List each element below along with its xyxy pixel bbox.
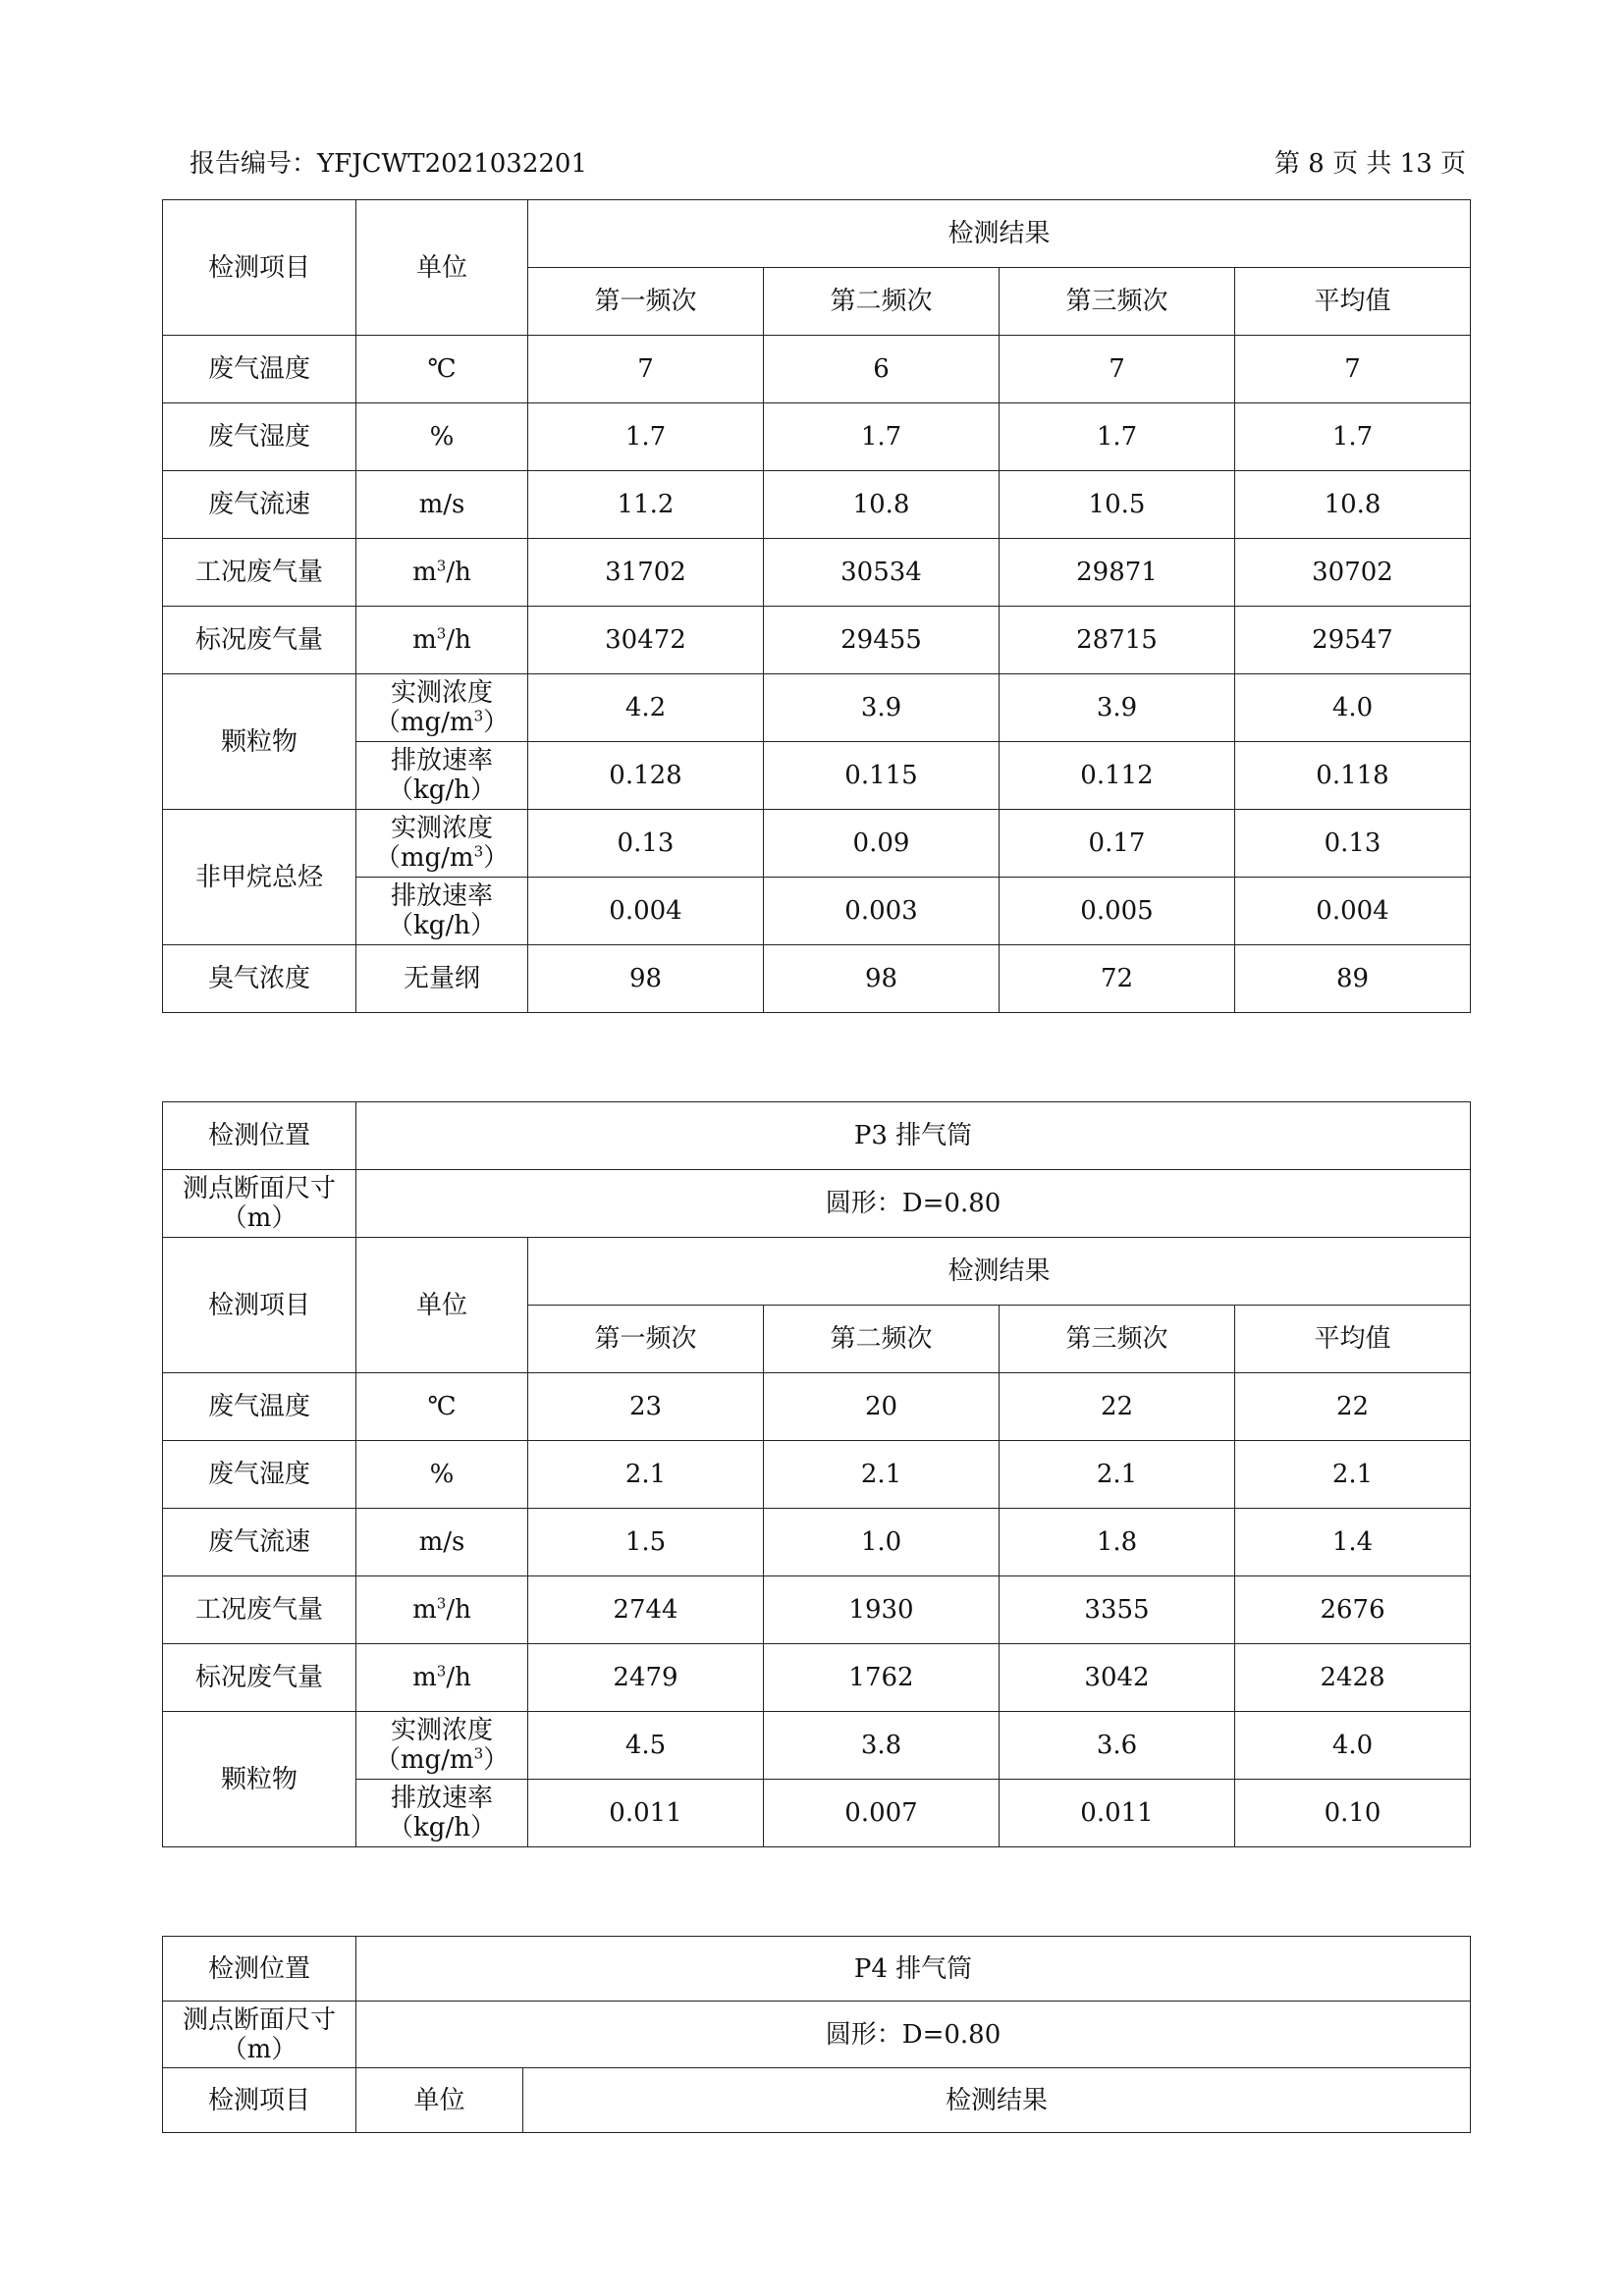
cell-value: 0.007 (764, 1780, 1000, 1847)
cell-value: 2744 (528, 1576, 764, 1644)
cell-value: 3.6 (1000, 1712, 1235, 1780)
cell-value: 10.5 (1000, 471, 1235, 539)
cell-value: 98 (528, 945, 764, 1013)
unit-base: m (412, 1595, 437, 1625)
results-table-1 (162, 199, 1471, 1013)
unit-base: （mg/m (374, 843, 474, 873)
row-unit (356, 539, 528, 607)
unit-line (356, 1745, 527, 1775)
row-unit (356, 1644, 528, 1712)
row-item: 工况废气量 (163, 539, 356, 607)
cell-value: 0.004 (528, 878, 764, 945)
cell-value: 2428 (1235, 1644, 1471, 1712)
location-value: P3 排气筒 (356, 1102, 1471, 1170)
cell-value: 1.7 (1235, 403, 1471, 471)
cell-value: 1.7 (764, 403, 1000, 471)
unit-line (356, 843, 527, 873)
row-item: 废气湿度 (163, 403, 356, 471)
header-freq2: 第二频次 (764, 1306, 1000, 1373)
unit-base: m (412, 558, 437, 587)
table-row (163, 1441, 1471, 1509)
cell-value: 0.13 (528, 810, 764, 878)
cell-value: 20 (764, 1373, 1000, 1441)
header-result: 检测结果 (528, 1238, 1471, 1306)
cell-value: 10.8 (764, 471, 1000, 539)
cell-value: 1930 (764, 1576, 1000, 1644)
row-unit: ℃ (356, 336, 528, 403)
cell-value: 30472 (528, 607, 764, 674)
row-item: 废气湿度 (163, 1441, 356, 1509)
table-row (163, 1509, 1471, 1576)
table-row (163, 878, 1471, 945)
table-row (163, 1576, 1471, 1644)
row-item: 工况废气量 (163, 1576, 356, 1644)
row-unit (356, 1712, 528, 1780)
cell-value: 22 (1000, 1373, 1235, 1441)
header-item: 检测项目 (163, 1238, 356, 1373)
page-header (189, 143, 1466, 183)
row-unit (356, 1576, 528, 1644)
unit-line: （kg/h） (388, 1813, 496, 1842)
row-unit (356, 742, 528, 810)
row-item: 标况废气量 (163, 607, 356, 674)
group-item: 颗粒物 (163, 674, 356, 810)
cell-value: 0.005 (1000, 878, 1235, 945)
cell-value: 72 (1000, 945, 1235, 1013)
section-value: 圆形：D=0.80 (356, 2002, 1471, 2068)
header-result: 检测结果 (528, 200, 1471, 268)
section-label: 测点断面尺寸（m） (163, 2002, 356, 2068)
header-item: 检测项目 (163, 200, 356, 336)
cell-value: 22 (1235, 1373, 1471, 1441)
cell-value: 2.1 (764, 1441, 1000, 1509)
row-unit (356, 607, 528, 674)
cell-value: 30702 (1235, 539, 1471, 607)
cell-value: 30534 (764, 539, 1000, 607)
cell-value: 0.09 (764, 810, 1000, 878)
row-item: 废气流速 (163, 471, 356, 539)
header-freq1: 第一频次 (528, 268, 764, 336)
row-item: 臭气浓度 (163, 945, 356, 1013)
cell-value: 2.1 (1000, 1441, 1235, 1509)
unit-superscript: 3 (436, 1594, 447, 1613)
unit-line: 排放速率 (390, 1784, 493, 1813)
row-unit (356, 810, 528, 878)
cell-value: 23 (528, 1373, 764, 1441)
cell-value: 0.004 (1235, 878, 1471, 945)
cell-value: 28715 (1000, 607, 1235, 674)
unit-tail: ） (483, 1745, 510, 1775)
location-label: 检测位置 (163, 1102, 356, 1170)
cell-value: 4.2 (528, 674, 764, 742)
cell-value: 31702 (528, 539, 764, 607)
header-freq3: 第三频次 (1000, 268, 1235, 336)
group-item: 非甲烷总烃 (163, 810, 356, 945)
table-row (163, 1373, 1471, 1441)
cell-value: 0.115 (764, 742, 1000, 810)
cell-value: 6 (764, 336, 1000, 403)
row-unit: % (356, 403, 528, 471)
table-row (163, 471, 1471, 539)
unit-base: m (412, 625, 437, 655)
table-row (163, 945, 1471, 1013)
unit-superscript: 3 (473, 842, 484, 861)
location-label: 检测位置 (163, 1937, 356, 2002)
cell-value: 89 (1235, 945, 1471, 1013)
header-result: 检测结果 (523, 2068, 1471, 2133)
cell-value: 0.17 (1000, 810, 1235, 878)
cell-value: 7 (1235, 336, 1471, 403)
cell-value: 3042 (1000, 1644, 1235, 1712)
cell-value: 1.4 (1235, 1509, 1471, 1576)
cell-value: 1.5 (528, 1509, 764, 1576)
unit-tail: /h (446, 1663, 471, 1692)
table-row (163, 1644, 1471, 1712)
cell-value: 1.8 (1000, 1509, 1235, 1576)
header-unit: 单位 (356, 2068, 523, 2133)
header-unit: 单位 (356, 200, 528, 336)
cell-value: 29455 (764, 607, 1000, 674)
row-item: 废气温度 (163, 1373, 356, 1441)
table-row (163, 674, 1471, 742)
row-unit (356, 1780, 528, 1847)
page-number: 第 8 页 共 13 页 (1274, 149, 1466, 179)
unit-base: （mg/m (374, 708, 474, 737)
header-freq2: 第二频次 (764, 268, 1000, 336)
table-row (163, 403, 1471, 471)
cell-value: 3.9 (1000, 674, 1235, 742)
table-row (163, 607, 1471, 674)
row-unit: 无量纲 (356, 945, 528, 1013)
cell-value: 3.9 (764, 674, 1000, 742)
unit-tail: /h (446, 625, 471, 655)
cell-value: 0.112 (1000, 742, 1235, 810)
header-avg: 平均值 (1235, 1306, 1471, 1373)
cell-value: 1762 (764, 1644, 1000, 1712)
unit-line: （kg/h） (388, 911, 496, 940)
cell-value: 2676 (1235, 1576, 1471, 1644)
unit-superscript: 3 (436, 557, 447, 575)
unit-base: （mg/m (374, 1745, 474, 1775)
unit-line: （kg/h） (388, 775, 496, 805)
cell-value: 2.1 (1235, 1441, 1471, 1509)
cell-value: 0.011 (1000, 1780, 1235, 1847)
cell-value: 11.2 (528, 471, 764, 539)
row-unit: m/s (356, 471, 528, 539)
cell-value: 7 (528, 336, 764, 403)
cell-value: 2479 (528, 1644, 764, 1712)
cell-value: 0.128 (528, 742, 764, 810)
unit-line (356, 708, 527, 737)
cell-value: 3355 (1000, 1576, 1235, 1644)
results-table-p3 (162, 1101, 1471, 1847)
cell-value: 4.0 (1235, 674, 1471, 742)
cell-value: 1.0 (764, 1509, 1000, 1576)
results-table-p4 (162, 1936, 1471, 2133)
header-item: 检测项目 (163, 2068, 356, 2133)
unit-tail: /h (446, 558, 471, 587)
cell-value: 29871 (1000, 539, 1235, 607)
cell-value: 2.1 (528, 1441, 764, 1509)
location-value: P4 排气筒 (356, 1937, 1471, 2002)
table-row (163, 742, 1471, 810)
cell-value: 0.13 (1235, 810, 1471, 878)
unit-line: 实测浓度 (390, 678, 493, 708)
cell-value: 0.011 (528, 1780, 764, 1847)
header-avg: 平均值 (1235, 268, 1471, 336)
cell-value: 0.118 (1235, 742, 1471, 810)
table-row (163, 810, 1471, 878)
row-unit (356, 674, 528, 742)
table-row (163, 336, 1471, 403)
row-item: 废气流速 (163, 1509, 356, 1576)
unit-line: 实测浓度 (390, 1716, 493, 1745)
unit-tail: ） (483, 843, 510, 873)
row-unit: m/s (356, 1509, 528, 1576)
cell-value: 7 (1000, 336, 1235, 403)
cell-value: 3.8 (764, 1712, 1000, 1780)
unit-superscript: 3 (473, 707, 484, 725)
table-row (163, 539, 1471, 607)
unit-line: 实测浓度 (390, 814, 493, 843)
section-value: 圆形：D=0.80 (356, 1170, 1471, 1238)
group-item: 颗粒物 (163, 1712, 356, 1847)
header-unit: 单位 (356, 1238, 528, 1373)
unit-tail: ） (483, 708, 510, 737)
cell-value: 29547 (1235, 607, 1471, 674)
cell-value: 4.0 (1235, 1712, 1471, 1780)
unit-superscript: 3 (436, 1662, 447, 1681)
row-unit: ℃ (356, 1373, 528, 1441)
cell-value: 0.003 (764, 878, 1000, 945)
unit-tail: /h (446, 1595, 471, 1625)
table-row (163, 1780, 1471, 1847)
row-item: 废气温度 (163, 336, 356, 403)
row-unit (356, 878, 528, 945)
unit-superscript: 3 (473, 1744, 484, 1763)
row-item: 标况废气量 (163, 1644, 356, 1712)
unit-superscript: 3 (436, 624, 447, 643)
header-freq1: 第一频次 (528, 1306, 764, 1373)
cell-value: 1.7 (528, 403, 764, 471)
row-unit: % (356, 1441, 528, 1509)
table-row (163, 1712, 1471, 1780)
header-freq3: 第三频次 (1000, 1306, 1235, 1373)
unit-base: m (412, 1663, 437, 1692)
cell-value: 4.5 (528, 1712, 764, 1780)
cell-value: 98 (764, 945, 1000, 1013)
unit-line: 排放速率 (390, 881, 493, 911)
unit-line: 排放速率 (390, 746, 493, 775)
section-label: 测点断面尺寸（m） (163, 1170, 356, 1238)
cell-value: 1.7 (1000, 403, 1235, 471)
cell-value: 0.10 (1235, 1780, 1471, 1847)
report-number: 报告编号：YFJCWT2021032201 (189, 149, 588, 179)
cell-value: 10.8 (1235, 471, 1471, 539)
